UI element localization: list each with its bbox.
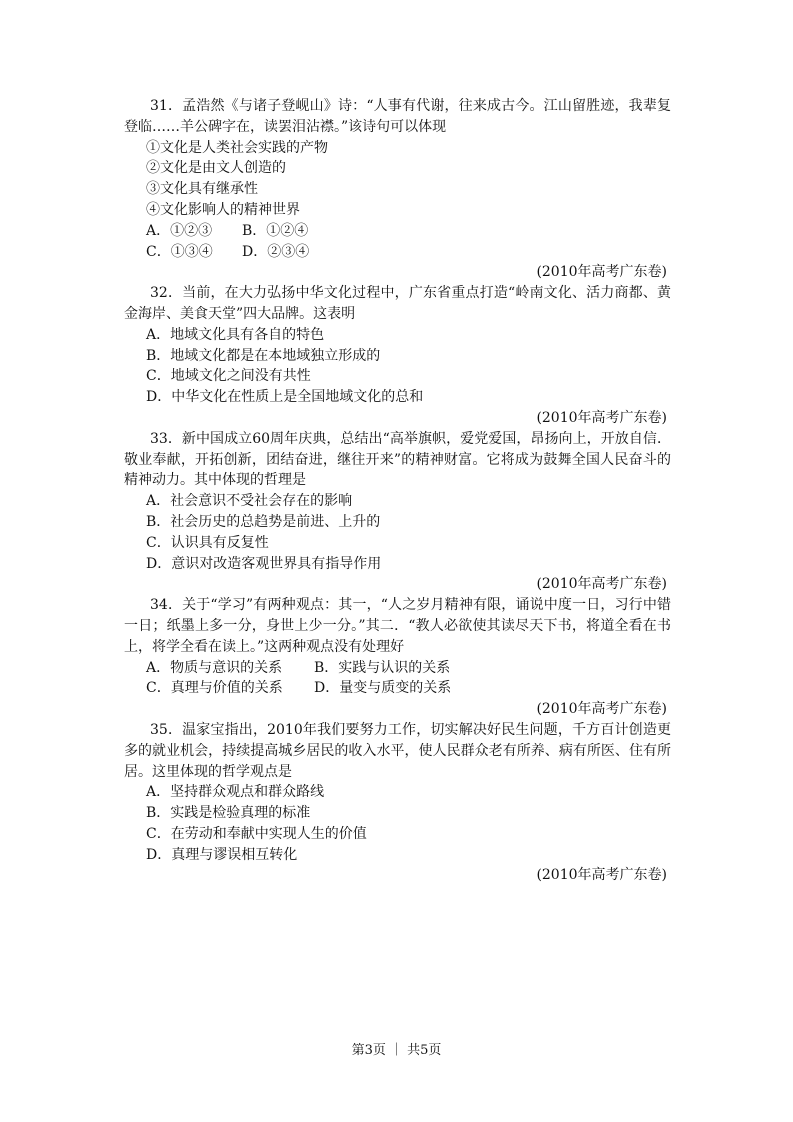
question-stem: 31．孟浩然《与诸子登岘山》诗：“人事有代谢，往来成古今。江山留胜迹，我辈复登临……羊公碑字在，读罢泪沾襟。”该诗句可以体现 [124, 98, 671, 135]
choice-b: B．社会历史的总趋势是前进、上升的 [146, 513, 381, 530]
question-stem: 32．当前，在大力弘扬中华文化过程中，广东省重点打造“岭南文化、活力商都、黄金海岸、美食天堂”四大品牌。这表明 [124, 285, 671, 322]
choice-c: C．①③④ [146, 243, 213, 260]
question-stem: 34．关于“学习”有两种观点：其一，“人之岁月精神有限，诵说中度一日，习行中错一日；纸墨上多一分，身世上少一分。”其二．“教人必欲使其读尽天下书，将道全看在书上，将学全看在读上。”这两种观点没有处理好 [124, 597, 671, 655]
question-source: (2010年高考广东卷) [536, 576, 667, 593]
choice-d: D．②③④ [242, 243, 310, 260]
statement: ②文化是由文人创造的 [146, 160, 286, 177]
choice-d: D．真理与谬误相互转化 [146, 846, 298, 863]
choice-a: A．地域文化具有各自的特色 [146, 326, 325, 343]
choice-b: B．①②④ [242, 222, 309, 239]
choice-a: A．物质与意识的关系 [146, 659, 283, 676]
choice-c: C．在劳动和奉献中实现人生的价值 [146, 825, 367, 842]
question-source: (2010年高考广东卷) [536, 409, 667, 426]
question-33 [124, 429, 671, 595]
choice-row [124, 658, 671, 679]
page-footer: 第3页 ｜ 共5页 [351, 1043, 442, 1058]
choice-d: D．量变与质变的关系 [314, 680, 452, 697]
statement: ③文化具有继承性 [146, 181, 258, 198]
choice-b: B．地域文化都是在本地域独立形成的 [146, 347, 381, 364]
choice-a: A．①②③ [146, 222, 213, 239]
choice-a: A．社会意识不受社会存在的影响 [146, 493, 353, 510]
question-source: (2010年高考广东卷) [536, 701, 667, 718]
question-31 [124, 96, 671, 283]
question-stem: 35．温家宝指出，2010年我们要努力工作，切实解决好民生问题，千方百计创造更多的就业机会，持续提高城乡居民的收入水平，使人民群众老有所养、病有所医、住有所居。这里体现的哲学观点是 [124, 721, 671, 780]
question-source: (2010年高考广东卷) [536, 264, 667, 281]
question-32 [124, 283, 671, 429]
choice-row [124, 678, 671, 699]
statement: ①文化是人类社会实践的产物 [146, 139, 328, 156]
question-34 [124, 595, 671, 720]
choice-row [124, 242, 671, 263]
choice-a: A．坚持群众观点和群众路线 [146, 784, 325, 801]
question-source: (2010年高考广东卷) [536, 867, 667, 884]
choice-b: B．实践与认识的关系 [314, 659, 451, 676]
choice-c: C．认识具有反复性 [146, 534, 269, 551]
choice-c: C．地域文化之间没有共性 [146, 368, 311, 385]
question-35 [124, 720, 671, 886]
question-list [124, 96, 671, 886]
choice-d: D．意识对改造客观世界具有指导作用 [146, 555, 382, 572]
choice-row [124, 221, 671, 242]
choice-d: D．中华文化在性质上是全国地域文化的总和 [146, 389, 424, 406]
choice-c: C．真理与价值的关系 [146, 680, 283, 697]
choice-b: B．实践是检验真理的标准 [146, 805, 311, 822]
question-stem: 33．新中国成立60周年庆典，总结出“高举旗帜，爱党爱国，昂扬向上，开放自信．敬业奉献，开拓创新，团结奋进，继往开来”的精神财富。它将成为鼓舞全国人民奋斗的精神动力。其中体现的哲理是 [124, 430, 671, 489]
statement: ④文化影响人的精神世界 [146, 201, 300, 218]
